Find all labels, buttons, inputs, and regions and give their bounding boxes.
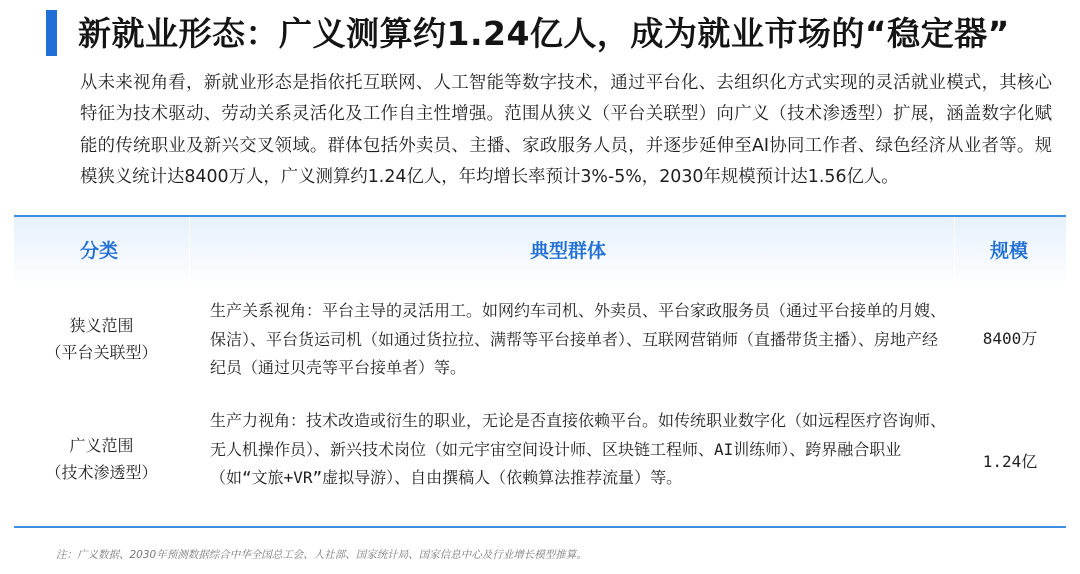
row-narrow-groups: 生产关系视角：平台主导的灵活用工。如网约车司机、外卖员、平台家政服务员（通过平台接单的月嫂、保洁）、平台货运司机（如通过货拉拉、满帮等平台接单者）、互联网营销师（直播带货主播）、房地产经纪员（通过贝壳等平台接单者）等。 [210,301,947,377]
category-type: （技术渗透型） [45,463,158,482]
header-scale: 规模 [990,240,1029,262]
category-type: （平台关联型） [45,343,158,362]
intro-paragraph: 从未来视角看，新就业形态是指依托互联网、人工智能等数字技术，通过平台化、去组织化方式实现的灵活就业模式，其核心特征为技术驱动、劳动关系灵活化及工作自主性增强。范围从狭义（平台关联型）向广义（技术渗透型）扩展，涵盖数字化赋能的传统职业及新兴交叉领域。群体包括外卖员、主播、家政服务人员，并逐步延伸至AI协同工作者、绿色经济从业者等。规模狭义统计达8400万人，广义测算约1.24亿人，年均增长率预计3%-5%，2030年规模预计达1.56亿人。 [80,73,1053,188]
header-category: 分类 [80,240,119,262]
header-groups: 典型群体 [530,240,607,262]
row-broad-groups: 生产力视角：技术改造或衍生的职业，无论是否直接依赖平台。如传统职业数字化（如远程医疗咨询师、无人机操作员）、新兴技术岗位（如元宇宙空间设计师、区块链工程师、AI训练师）、跨界融合职业（如“文旅+VR”虚拟导游）、自由撰稿人（依赖算法推荐流量）等。 [210,411,947,487]
category-name: 广义范围 [69,436,134,455]
row-broad-scale: 1.24亿 [982,452,1038,471]
title-accent-bar [46,10,57,56]
header-divider [189,217,190,287]
category-name: 狭义范围 [69,316,134,335]
row-narrow-category [14,312,189,366]
row-broad-category [14,432,189,486]
source-note: 注：广义数据、2030年预测数据综合中华全国总工会、人社部、国家统计局、国家信息中心及行业增长模型推算。 [56,549,587,561]
header-divider [954,217,955,287]
table-bottom-rule [14,526,1066,528]
category-table [14,215,1066,529]
page-title: 新就业形态：广义测算约1.24亿人，成为就业市场的“稳定器” [78,14,1010,53]
row-narrow-scale: 8400万 [982,329,1038,348]
